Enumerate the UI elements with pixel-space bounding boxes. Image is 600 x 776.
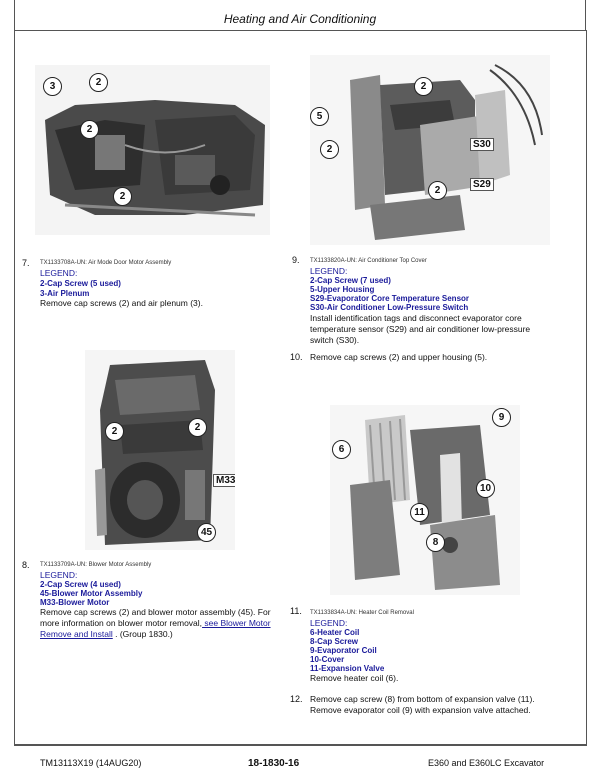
legend-item: 11-Expansion Valve bbox=[310, 664, 385, 673]
step-instruction bbox=[40, 618, 271, 629]
footer-model: E360 and E360LC Excavator bbox=[428, 758, 545, 768]
legend-item: 2-Cap Screw (7 used) bbox=[310, 276, 391, 285]
footer-rule bbox=[14, 744, 586, 745]
step-instruction: Remove cap screws (2) and blower motor assembly (45). For bbox=[40, 607, 271, 617]
step-instruction bbox=[40, 629, 173, 640]
photo-ac-top-cover bbox=[310, 55, 550, 245]
step-instruction: Install identification tags and disconnect evaporator core bbox=[310, 313, 522, 323]
callout-2: 2 bbox=[113, 187, 132, 206]
step-instruction: Remove evaporator coil (9) with expansion valve attached. bbox=[310, 705, 531, 715]
see-blower-motor-link[interactable]: see Blower Motor bbox=[202, 618, 271, 628]
figure-caption: TX1133834A-UN: Heater Coil Removal bbox=[310, 610, 414, 616]
legend-item: 3-Air Plenum bbox=[40, 289, 90, 298]
callout-5: 5 bbox=[310, 107, 329, 126]
legend-item: 8-Cap Screw bbox=[310, 637, 359, 646]
callout-2: 2 bbox=[80, 120, 99, 139]
callout-45: 45 bbox=[197, 523, 216, 542]
footer-page-number: 18-1830-16 bbox=[248, 758, 300, 769]
photo-air-mode-door-image bbox=[35, 65, 270, 235]
photo-air-mode-door bbox=[35, 65, 270, 235]
step-number: 10. bbox=[290, 352, 303, 362]
legend-item: 5-Upper Housing bbox=[310, 285, 375, 294]
callout-9: 9 bbox=[492, 408, 511, 427]
photo-blower-motor-image bbox=[85, 350, 235, 550]
tag-s29: S29 bbox=[470, 178, 494, 191]
step-number: 9. bbox=[292, 255, 300, 265]
step-number: 7. bbox=[22, 258, 30, 268]
legend-item: 2-Cap Screw (5 used) bbox=[40, 279, 121, 288]
step-number: 12. bbox=[290, 694, 303, 704]
legend-title: LEGEND: bbox=[310, 266, 348, 276]
page-title: Heating and Air Conditioning bbox=[223, 12, 377, 26]
figure-caption: TX1133820A-UN: Air Conditioner Top Cover bbox=[310, 258, 427, 264]
callout-2: 2 bbox=[105, 422, 124, 441]
callout-6: 6 bbox=[332, 440, 351, 459]
figure-caption: TX1133708A-UN: Air Mode Door Motor Assembly bbox=[40, 260, 172, 266]
remove-and-install-link[interactable]: Remove and Install bbox=[40, 629, 113, 639]
step-instruction: temperature sensor (S29) and air conditioner low-pressure bbox=[310, 324, 531, 334]
callout-11: 11 bbox=[410, 503, 429, 522]
callout-2: 2 bbox=[188, 418, 207, 437]
step-number: 11. bbox=[290, 606, 302, 616]
callout-3: 3 bbox=[43, 77, 62, 96]
figure-caption: TX1133709A-UN: Blower Motor Assembly bbox=[40, 562, 152, 568]
step-number: 8. bbox=[22, 560, 30, 570]
callout-8: 8 bbox=[426, 533, 445, 552]
step-instruction: switch (S30). bbox=[310, 335, 360, 345]
step-instruction-text: . (Group 1830.) bbox=[112, 629, 173, 639]
legend-item: 10-Cover bbox=[310, 655, 345, 664]
step-instruction: Remove cap screws (2) and air plenum (3). bbox=[40, 298, 203, 308]
callout-2: 2 bbox=[320, 140, 339, 159]
step-instruction-text: more information on blower motor removal, bbox=[40, 618, 203, 628]
photo-blower-motor bbox=[85, 350, 235, 550]
callout-2: 2 bbox=[428, 181, 447, 200]
callout-2: 2 bbox=[89, 73, 108, 92]
legend-item: S29-Evaporator Core Temperature Sensor bbox=[310, 294, 470, 303]
step-instruction: Remove cap screws (2) and upper housing (5). bbox=[310, 352, 488, 362]
legend-item: 45-Blower Motor Assembly bbox=[40, 589, 143, 598]
step-instruction: Remove heater coil (6). bbox=[310, 673, 399, 683]
tag-s30: S30 bbox=[470, 138, 494, 151]
legend-item: 9-Evaporator Coil bbox=[310, 646, 377, 655]
legend-item: 2-Cap Screw (4 used) bbox=[40, 580, 121, 589]
legend-title: LEGEND: bbox=[40, 570, 78, 580]
legend-item: S30-Air Conditioner Low-Pressure Switch bbox=[310, 303, 469, 312]
step-instruction: Remove cap screw (8) from bottom of expansion valve (11). bbox=[310, 694, 535, 704]
legend-title: LEGEND: bbox=[310, 618, 348, 628]
photo-heater-coil-image bbox=[330, 405, 520, 595]
footer-doc-id: TM13113X19 (14AUG20) bbox=[40, 758, 142, 768]
callout-10: 10 bbox=[476, 479, 495, 498]
tag-m33: M33 bbox=[213, 474, 235, 487]
legend-item: 6-Heater Coil bbox=[310, 628, 360, 637]
legend-item: M33-Blower Motor bbox=[40, 598, 110, 607]
callout-2: 2 bbox=[414, 77, 433, 96]
photo-heater-coil bbox=[330, 405, 520, 595]
legend-title: LEGEND: bbox=[40, 268, 78, 278]
